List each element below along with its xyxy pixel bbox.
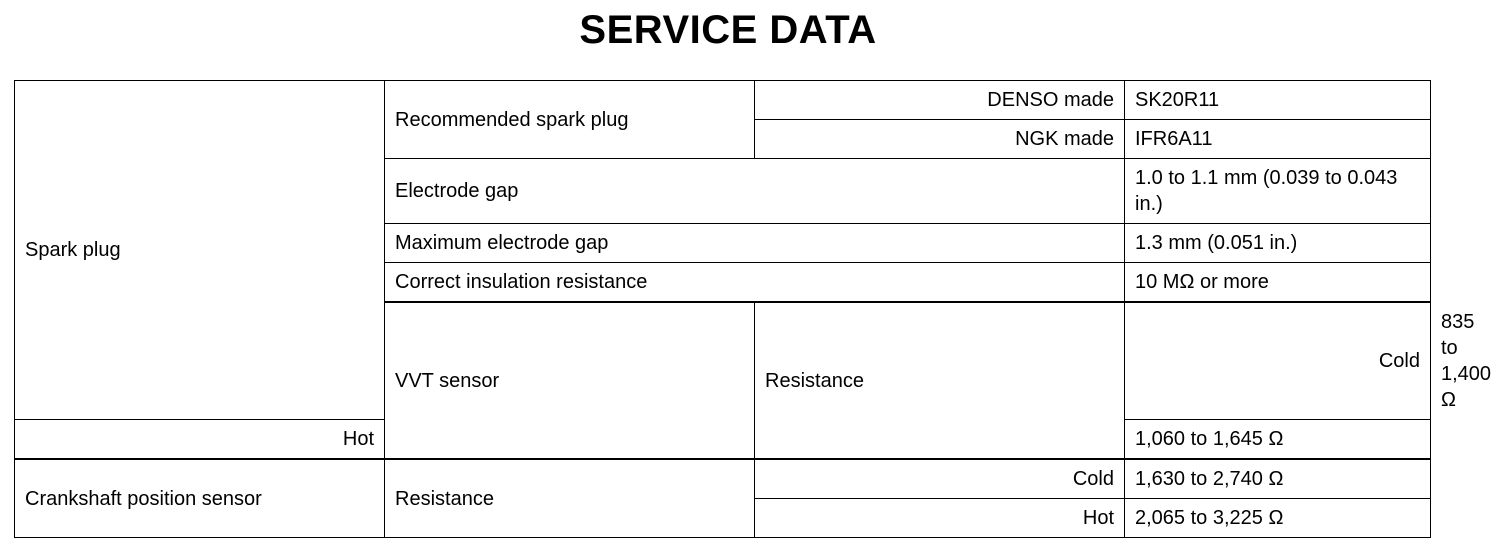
insulation-resistance-label: Correct insulation resistance [385, 263, 1125, 303]
crankshaft-sensor-label: Crankshaft position sensor [15, 459, 385, 538]
insulation-resistance-value: 10 MΩ or more [1125, 263, 1431, 303]
ngk-made-label: NGK made [755, 120, 1125, 159]
vvt-hot-value: 1,060 to 1,645 Ω [1125, 420, 1431, 460]
electrode-gap-value: 1.0 to 1.1 mm (0.039 to 0.043 in.) [1125, 159, 1431, 224]
crankshaft-hot-label: Hot [755, 499, 1125, 538]
crankshaft-cold-value: 1,630 to 2,740 Ω [1125, 459, 1431, 499]
denso-made-value: SK20R11 [1125, 81, 1431, 120]
vvt-hot-label: Hot [15, 420, 385, 460]
max-electrode-gap-value: 1.3 mm (0.051 in.) [1125, 224, 1431, 263]
page-title: SERVICE DATA [579, 8, 877, 52]
table-row: VVT sensor Resistance Cold 835 to 1,400 Ω [15, 302, 1431, 420]
crankshaft-cold-label: Cold [755, 459, 1125, 499]
crankshaft-resistance-label: Resistance [385, 459, 755, 538]
table-row [15, 81, 1431, 120]
spark-plug-label: Spark plug [15, 81, 385, 420]
max-electrode-gap-label: Maximum electrode gap [385, 224, 1125, 263]
vvt-sensor-label: VVT sensor [385, 302, 755, 459]
recommended-spark-plug-label: Recommended spark plug [385, 81, 755, 159]
service-data-table [14, 80, 1491, 538]
table-row [15, 459, 1431, 499]
ngk-made-value: IFR6A11 [1125, 120, 1431, 159]
crankshaft-hot-value: 2,065 to 3,225 Ω [1125, 499, 1431, 538]
denso-made-label: DENSO made [755, 81, 1125, 120]
vvt-resistance-label: Resistance [755, 302, 1125, 459]
vvt-cold-label: Cold [1125, 302, 1431, 420]
electrode-gap-label: Electrode gap [385, 159, 1125, 224]
